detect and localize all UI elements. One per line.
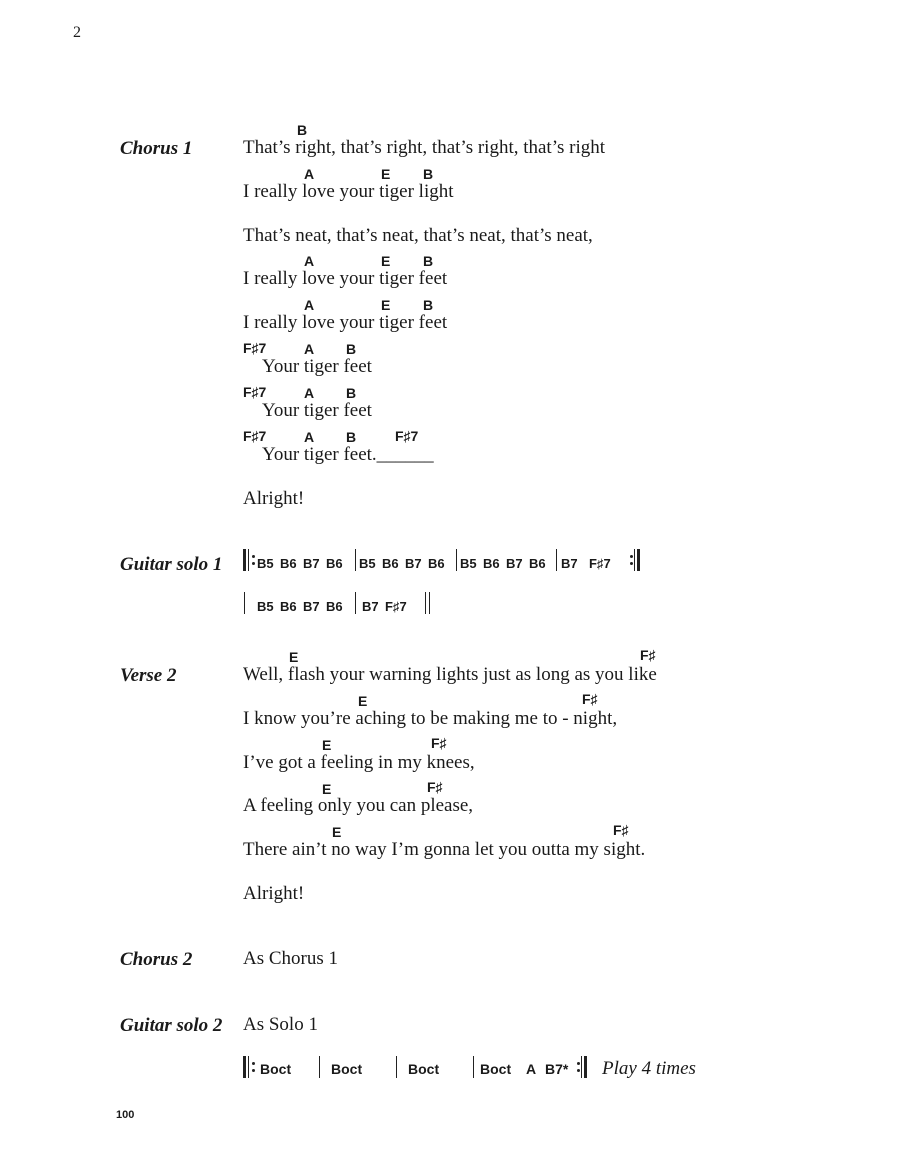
repeat-dot <box>630 562 633 565</box>
chorus-2-text: As Chorus 1 <box>243 948 339 969</box>
chord: F♯7 <box>243 340 267 356</box>
repeat-dot <box>252 562 255 565</box>
barline <box>319 1056 320 1078</box>
chord: B <box>297 122 308 138</box>
chord: E <box>381 166 391 182</box>
chord: F♯7 <box>385 599 407 614</box>
chord: A <box>304 253 315 269</box>
chord: F♯ <box>427 779 443 795</box>
chord: Boct <box>331 1061 363 1077</box>
lyric-line: I know you’re aching to be making me to - night, <box>243 708 618 729</box>
repeat-dot <box>252 555 255 558</box>
barline <box>355 549 356 571</box>
verse-2-label: Verse 2 <box>120 665 177 686</box>
chord: E <box>322 737 332 753</box>
chord: B6 <box>280 556 297 571</box>
lyric-line: That’s neat, that’s neat, that’s neat, that’s neat, <box>243 225 593 246</box>
repeat-end-barline <box>637 549 640 571</box>
chord: B <box>346 429 357 445</box>
chord: E <box>381 253 391 269</box>
barline <box>456 549 457 571</box>
repeat-end-barline <box>581 1056 582 1078</box>
chord: F♯ <box>613 822 629 838</box>
chord: B7 <box>362 599 379 614</box>
lyric-line: I really love your tiger light <box>243 181 454 202</box>
chord: B5 <box>257 599 274 614</box>
chord: B <box>346 341 357 357</box>
chord: B5 <box>359 556 376 571</box>
chord: E <box>322 781 332 797</box>
repeat-dot <box>577 1062 580 1065</box>
chorus-1-label: Chorus 1 <box>120 138 193 159</box>
lyric-line: Your tiger feet <box>262 356 372 377</box>
chord: F♯7 <box>243 428 267 444</box>
guitar-solo-2-label: Guitar solo 2 <box>120 1015 223 1036</box>
chord: F♯ <box>582 691 598 707</box>
page-number: 2 <box>73 24 81 41</box>
chord: B6 <box>382 556 399 571</box>
lyric-line: I really love your tiger feet <box>243 268 448 289</box>
lyric-line: That’s right, that’s right, that’s right, that’s right <box>243 137 606 158</box>
repeat-end-barline <box>584 1056 587 1078</box>
chord: Boct <box>260 1061 292 1077</box>
chord: B7* <box>545 1061 569 1077</box>
chord: F♯7 <box>589 556 611 571</box>
lyric-line: Alright! <box>243 883 305 904</box>
lyric-line: I’ve got a feeling in my knees, <box>243 752 475 773</box>
repeat-start-barline <box>243 1056 246 1078</box>
lyric-line: I really love your tiger feet <box>243 312 448 333</box>
chord: A <box>304 429 315 445</box>
lyric-line: Your tiger feet <box>262 400 372 421</box>
repeat-end-barline <box>634 549 635 571</box>
chord: B7 <box>405 556 422 571</box>
chord: B <box>423 166 434 182</box>
chord: B7 <box>506 556 523 571</box>
final-barline <box>429 592 430 614</box>
chord: E <box>332 824 342 840</box>
chord: B6 <box>326 556 343 571</box>
chord: E <box>381 297 391 313</box>
chord: B6 <box>483 556 500 571</box>
final-barline <box>425 592 426 614</box>
chord: B <box>423 253 434 269</box>
chord: B7 <box>561 556 578 571</box>
lyric-line: Your tiger feet.______ <box>262 444 434 465</box>
chord: B5 <box>257 556 274 571</box>
chorus-2-label: Chorus 2 <box>120 949 193 970</box>
repeat-start-barline <box>248 1056 249 1078</box>
chord: B6 <box>326 599 343 614</box>
chord: Boct <box>408 1061 440 1077</box>
chord: B6 <box>529 556 546 571</box>
chord: A <box>304 341 315 357</box>
chord: A <box>304 166 315 182</box>
chord: B7 <box>303 599 320 614</box>
chord: B5 <box>460 556 477 571</box>
chord: B <box>423 297 434 313</box>
barline <box>556 549 557 571</box>
chord: A <box>526 1061 537 1077</box>
chord: F♯7 <box>243 384 267 400</box>
repeat-dot <box>630 555 633 558</box>
chord: Boct <box>480 1061 512 1077</box>
repeat-start-barline <box>248 549 249 571</box>
repeat-dot <box>577 1069 580 1072</box>
lyric-line: Alright! <box>243 488 305 509</box>
barline <box>473 1056 474 1078</box>
repeat-dot <box>252 1069 255 1072</box>
repeat-start-barline <box>243 549 246 571</box>
chord: F♯7 <box>395 428 419 444</box>
chord: A <box>304 297 315 313</box>
guitar-solo-2-text: As Solo 1 <box>243 1014 318 1035</box>
chord: B6 <box>428 556 445 571</box>
barline <box>355 592 356 614</box>
chord: E <box>358 693 368 709</box>
lyric-line: Well, flash your warning lights just as long as you like <box>243 664 657 685</box>
barline <box>396 1056 397 1078</box>
chord: B7 <box>303 556 320 571</box>
chord: B6 <box>280 599 297 614</box>
chord: F♯ <box>640 647 656 663</box>
lyric-line: A feeling only you can please, <box>243 795 474 816</box>
chord: E <box>289 649 299 665</box>
chord: F♯ <box>431 735 447 751</box>
repeat-dot <box>252 1062 255 1065</box>
play-instruction: Play 4 times <box>602 1058 696 1079</box>
chord: B <box>346 385 357 401</box>
barline <box>244 592 245 614</box>
footer-page-number: 100 <box>116 1109 135 1121</box>
lyric-line: There ain’t no way I’m gonna let you outta my sight. <box>243 839 646 860</box>
guitar-solo-1-label: Guitar solo 1 <box>120 554 223 575</box>
chord: A <box>304 385 315 401</box>
